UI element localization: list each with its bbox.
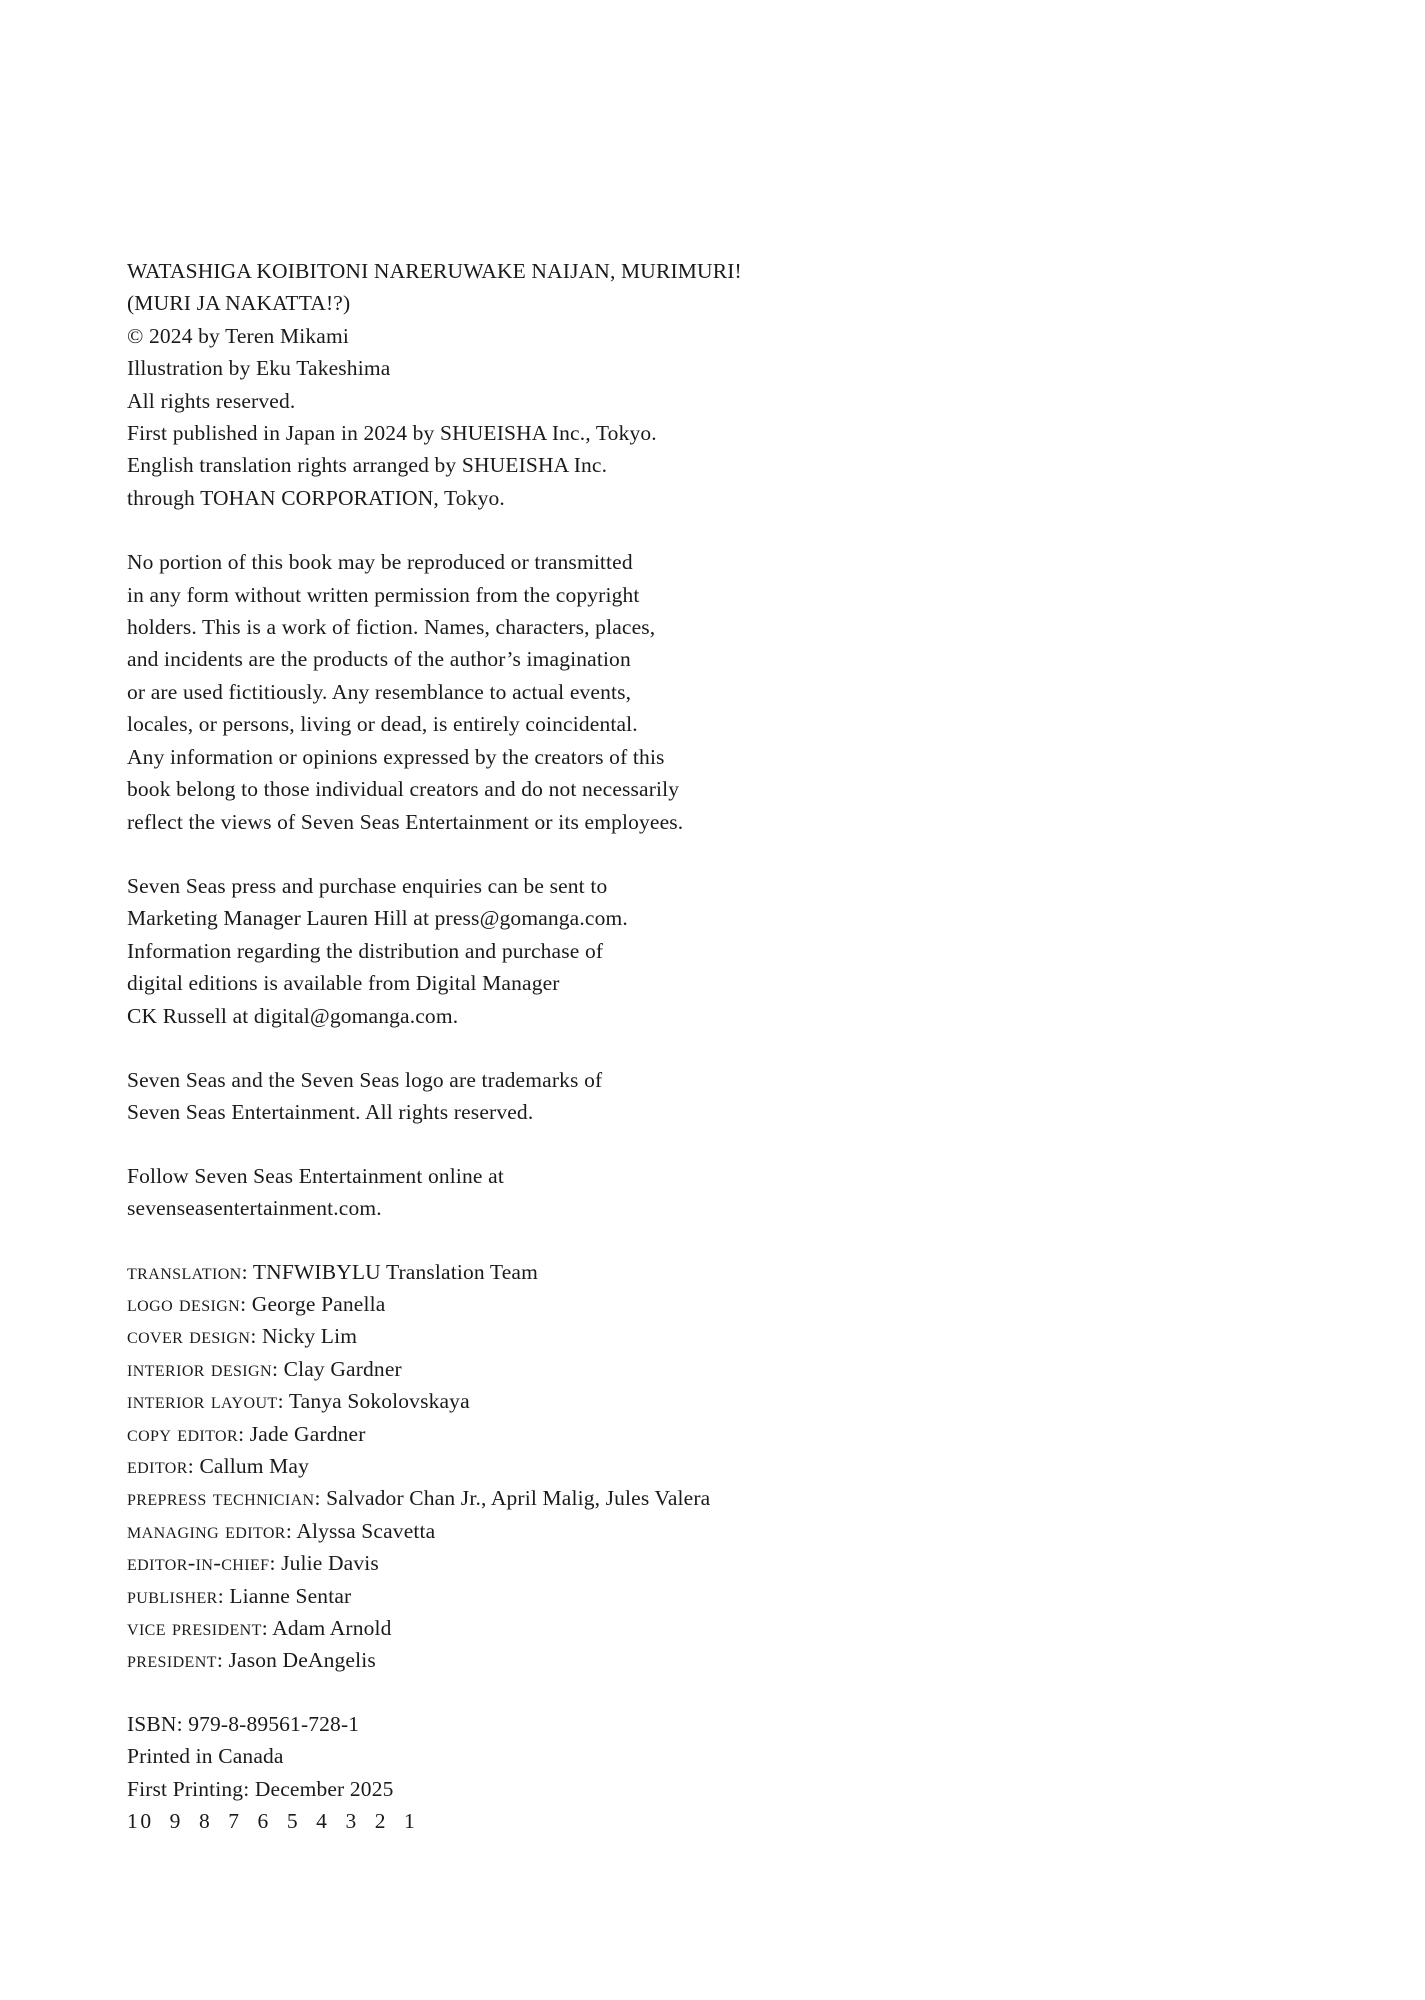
printing-number-line: 10 9 8 7 6 5 4 3 2 1	[127, 1809, 418, 1834]
credit-role: translation	[127, 1258, 242, 1284]
credit-row	[127, 1612, 907, 1644]
credit-separator: :	[187, 1454, 200, 1478]
spacer	[127, 1225, 907, 1256]
credit-separator: :	[277, 1389, 289, 1414]
credit-row	[127, 1450, 907, 1482]
credit-names: Adam Arnold	[272, 1616, 392, 1641]
credit-names: Jade Gardner	[249, 1421, 366, 1446]
credit-names: Alyssa Scavetta	[296, 1518, 436, 1543]
enquiries-line: Seven Seas press and purchase enquiries can be sent to	[127, 873, 608, 898]
rights-notice-line: book belong to those individual creators and do not necessarily	[127, 777, 680, 802]
enquiries-line: Marketing Manager Lauren Hill at press@gomanga.com.	[127, 906, 628, 931]
credit-separator: :	[238, 1421, 250, 1446]
spacer	[127, 1129, 907, 1160]
credit-separator: :	[217, 1583, 230, 1608]
tohan-line: through TOHAN CORPORATION, Tokyo.	[127, 485, 505, 510]
credit-row	[127, 1482, 907, 1514]
credit-role: president	[127, 1647, 217, 1673]
first-publication-line: First published in Japan in 2024 by SHUEISHA Inc., Tokyo.	[127, 421, 657, 446]
credit-role: interior design	[127, 1355, 272, 1381]
credit-role: cover design	[127, 1323, 251, 1349]
credit-names: Jason DeAngelis	[228, 1648, 376, 1673]
credit-row	[127, 1580, 907, 1612]
illustration-credit-line: Illustration by Eku Takeshima	[127, 356, 391, 381]
title-block	[127, 255, 907, 514]
enquiries-block	[127, 870, 907, 1032]
copyright-content	[127, 255, 907, 1837]
credit-names: TNFWIBYLU Translation Team	[252, 1259, 538, 1284]
follow-line: Follow Seven Seas Entertainment online at	[127, 1163, 504, 1188]
credit-separator: :	[216, 1648, 229, 1673]
credit-separator: :	[285, 1518, 297, 1543]
website-line: sevenseasentertainment.com.	[127, 1196, 382, 1221]
credit-row	[127, 1288, 907, 1320]
credit-role: editor	[127, 1453, 188, 1478]
spacer	[127, 1032, 907, 1064]
credit-row	[127, 1515, 907, 1547]
credit-row	[127, 1385, 907, 1417]
credit-role: interior layout	[127, 1388, 278, 1414]
isbn-line: ISBN: 979-8-89561-728-1	[127, 1711, 360, 1736]
credit-separator: :	[261, 1616, 273, 1641]
title-line: (MURI JA NAKATTA!?)	[127, 291, 351, 316]
rights-notice-line: Any information or opinions expressed by the creators of this	[127, 744, 665, 769]
credit-names: Callum May	[199, 1454, 310, 1478]
credit-separator: :	[240, 1291, 252, 1316]
credit-separator: :	[241, 1259, 253, 1284]
credit-role: publisher	[127, 1582, 218, 1608]
credit-names: Clay Gardner	[283, 1356, 402, 1381]
rights-notice-line: reflect the views of Seven Seas Entertainment or its employees.	[127, 809, 684, 834]
credit-names: Julie Davis	[281, 1551, 379, 1576]
credit-names: Salvador Chan Jr., April Malig, Jules Valera	[326, 1486, 711, 1511]
rights-notice-line: holders. This is a work of fiction. Names, characters, places,	[127, 615, 656, 640]
rights-notice-line: or are used fictitiously. Any resemblance to actual events,	[127, 679, 632, 704]
credit-row	[127, 1644, 907, 1676]
first-printing-line: First Printing: December 2025	[127, 1776, 394, 1801]
credit-separator: :	[271, 1356, 284, 1381]
credit-role: prepress technician	[127, 1485, 315, 1511]
enquiries-line: CK Russell at digital@gomanga.com.	[127, 1003, 459, 1028]
credit-separator: :	[250, 1324, 262, 1349]
credits-block	[127, 1256, 907, 1677]
rights-notice-block	[127, 546, 907, 838]
credit-role: copy editor	[127, 1420, 239, 1446]
credit-names: George Panella	[251, 1291, 386, 1316]
spacer	[127, 1677, 907, 1708]
credit-row	[127, 1547, 907, 1579]
credit-names: Tanya Sokolovskaya	[288, 1389, 470, 1414]
rights-notice-line: and incidents are the products of the author’s imagination	[127, 647, 631, 672]
trademark-line: Seven Seas Entertainment. All rights reserved.	[127, 1100, 534, 1125]
credit-names: Nicky Lim	[261, 1324, 358, 1349]
credit-role: editor-in-chief	[127, 1550, 270, 1576]
credit-role: managing editor	[127, 1517, 286, 1543]
spacer	[127, 514, 907, 546]
credit-row	[127, 1256, 907, 1288]
trademark-block	[127, 1064, 907, 1129]
rights-notice-line: in any form without written permission from the copyright	[127, 582, 640, 607]
trademark-line: Seven Seas and the Seven Seas logo are trademarks of	[127, 1067, 603, 1092]
title-line: WATASHIGA KOIBITONI NARERUWAKE NAIJAN, MURIMURI!	[127, 259, 742, 283]
credit-separator: :	[314, 1486, 327, 1511]
credit-role: logo design	[127, 1290, 241, 1316]
enquiries-line: digital editions is available from Digital Manager	[127, 971, 560, 996]
credit-row	[127, 1320, 907, 1352]
credit-row	[127, 1353, 907, 1385]
translation-rights-line: English translation rights arranged by SHUEISHA Inc.	[127, 453, 608, 478]
enquiries-line: Information regarding the distribution and purchase of	[127, 938, 604, 963]
credit-names: Lianne Sentar	[229, 1583, 352, 1608]
rights-reserved-line: All rights reserved.	[127, 388, 296, 413]
credit-role: vice president	[127, 1615, 262, 1641]
spacer	[127, 838, 907, 870]
credit-separator: :	[269, 1551, 282, 1576]
rights-notice-line: locales, or persons, living or dead, is entirely coincidental.	[127, 712, 638, 737]
follow-block	[127, 1160, 907, 1225]
copyright-line: © 2024 by Teren Mikami	[127, 323, 349, 348]
printing-block	[127, 1708, 907, 1838]
printed-in-line: Printed in Canada	[127, 1744, 284, 1769]
rights-notice-line: No portion of this book may be reproduced or transmitted	[127, 550, 633, 575]
credit-row	[127, 1418, 907, 1450]
